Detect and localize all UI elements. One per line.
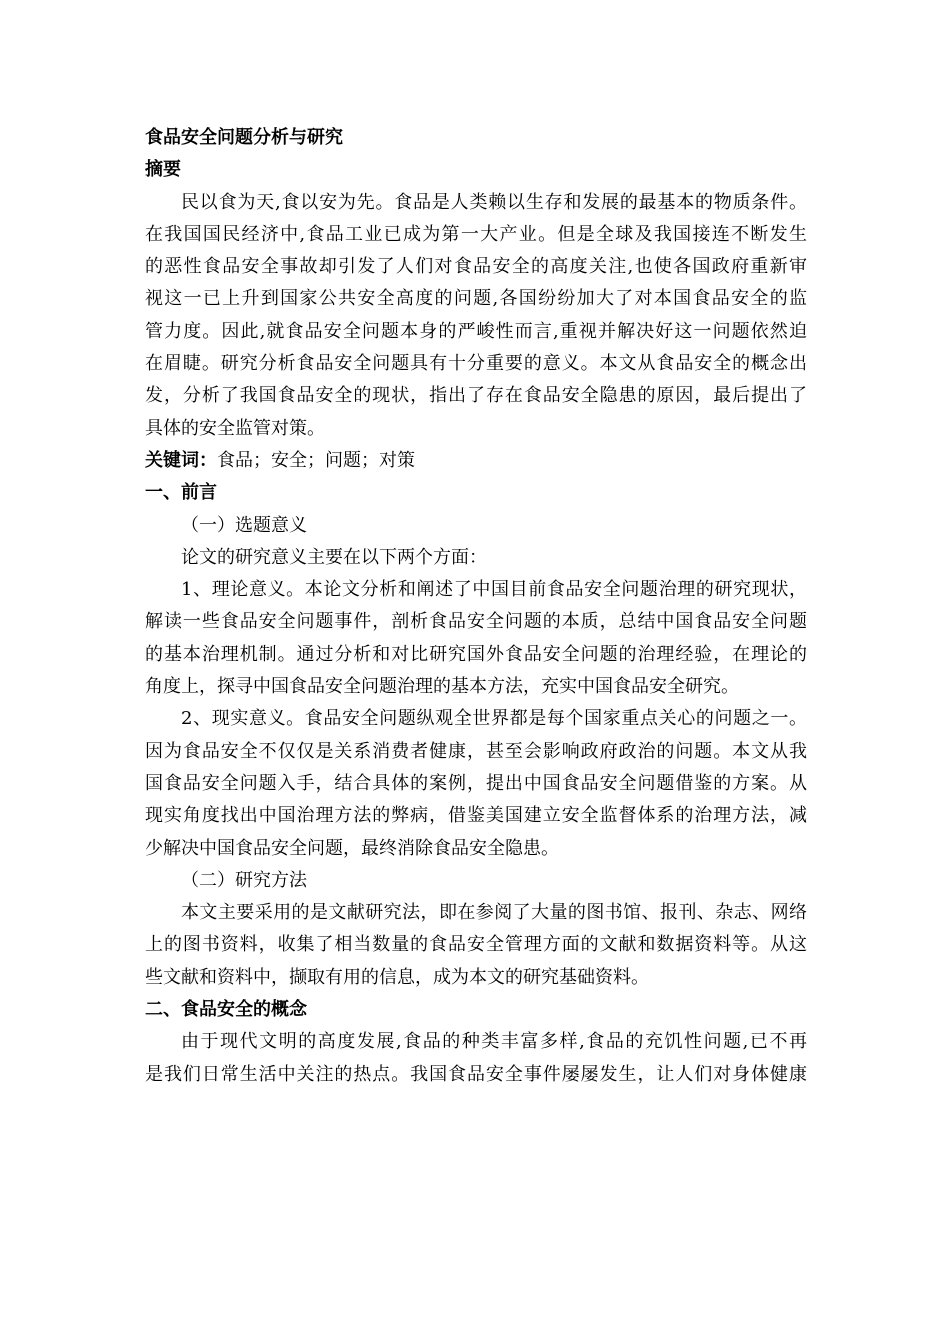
paragraph-line: 民以食为天,食以安为先。食品是人类赖以生存和发展的最基本的物质条件。 [181, 191, 807, 213]
paragraph-line: 是我们日常生活中关注的热点。我国食品安全事件屡屡发生，让人们对身体健康 [145, 1063, 807, 1085]
section-heading-introduction: 一、前言 [145, 482, 217, 504]
paragraph-line: 本文主要采用的是文献研究法，即在参阅了大量的图书馆、报刊、杂志、网络 [181, 902, 807, 924]
abstract-heading: 摘要 [145, 159, 181, 181]
keywords-text: 食品；安全；问题；对策 [217, 449, 415, 471]
abstract-paragraph [145, 187, 807, 445]
paragraph-line: 少解决中国食品安全问题，最终消除食品安全隐患。 [145, 837, 559, 859]
paragraph-line: 现实角度找出中国治理方法的弊病，借鉴美国建立安全监督体系的治理方法，减 [145, 805, 807, 827]
document-page [145, 122, 807, 1091]
paragraph-line: 在我国国民经济中,食品工业已成为第一大产业。但是全球及我国接连不断发生 [145, 223, 807, 245]
paragraph-line: 视这一已上升到国家公共安全高度的问题,各国纷纷加大了对本国食品安全的监 [145, 288, 807, 310]
paragraph-line: 具体的安全监管对策。 [145, 417, 325, 439]
paragraph-line: 发，分析了我国食品安全的现状，指出了存在食品安全隐患的原因，最后提出了 [145, 385, 807, 407]
paragraph-line: 角度上，探寻中国食品安全问题治理的基本方法，充实中国食品安全研究。 [145, 676, 739, 698]
keywords-line [145, 445, 807, 477]
paragraph-line: 国食品安全问题入手，结合具体的案例，提出中国食品安全问题借鉴的方案。从 [145, 772, 807, 794]
paragraph-line: 解读一些食品安全问题事件，剖析食品安全问题的本质，总结中国食品安全问题 [145, 611, 807, 633]
paragraph-line: 在眉睫。研究分析食品安全问题具有十分重要的意义。本文从食品安全的概念出 [145, 353, 807, 375]
paragraph-line: 1、理论意义。本论文分析和阐述了中国目前食品安全问题治理的研究现状， [181, 579, 807, 601]
paragraph-line: 的恶性食品安全事故却引发了人们对食品安全的高度关注,也使各国政府重新审 [145, 256, 807, 278]
paragraph-line: 2、现实意义。食品安全问题纵观全世界都是每个国家重点关心的问题之一。 [181, 708, 807, 730]
document-title: 食品安全问题分析与研究 [145, 127, 343, 148]
paragraph-line: 些文献和资料中，撷取有用的信息，成为本文的研究基础资料。 [145, 966, 649, 988]
section-heading-concept: 二、食品安全的概念 [145, 999, 307, 1021]
theory-paragraph [145, 574, 807, 703]
subsection-heading-methods: （二）研究方法 [181, 869, 307, 891]
paragraph-line: 的基本治理机制。通过分析和对比研究国外食品安全问题的治理经验，在理论的 [145, 643, 807, 665]
keywords-label: 关键词： [145, 449, 217, 471]
paragraph-line: 管力度。因此,就食品安全问题本身的严峻性而言,重视并解决好这一问题依然迫 [145, 320, 807, 342]
concept-paragraph [145, 1026, 807, 1091]
significance-intro: 论文的研究意义主要在以下两个方面： [181, 546, 487, 568]
practice-paragraph [145, 703, 807, 864]
paragraph-line: 上的图书资料，收集了相当数量的食品安全管理方面的文献和数据资料等。从这 [145, 934, 807, 956]
paragraph-line: 由于现代文明的高度发展,食品的种类丰富多样,食品的充饥性问题,已不再 [181, 1031, 807, 1053]
method-paragraph [145, 897, 807, 994]
paragraph-line: 因为食品安全不仅仅是关系消费者健康，甚至会影响政府政治的问题。本文从我 [145, 740, 807, 762]
subsection-heading-significance: （一）选题意义 [181, 514, 307, 536]
